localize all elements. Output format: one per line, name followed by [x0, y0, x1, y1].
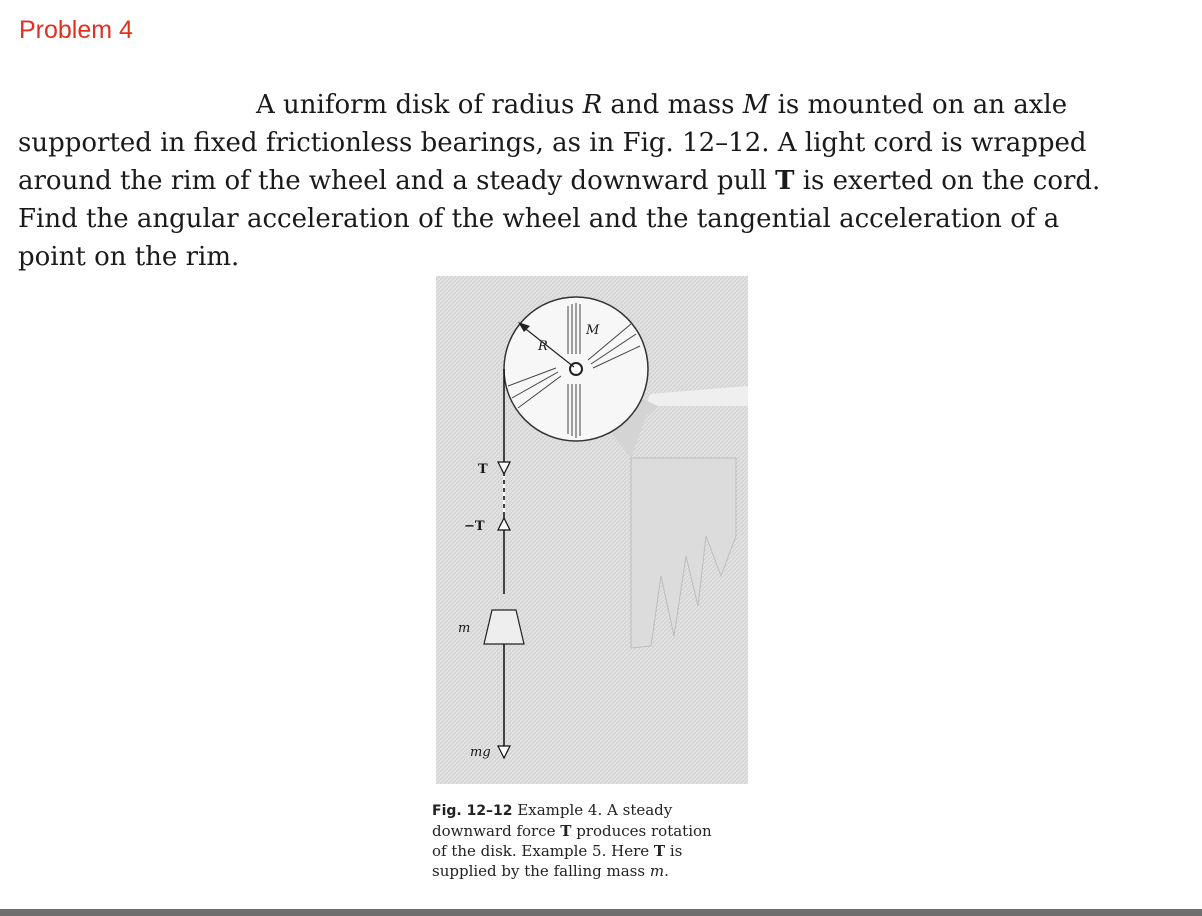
caption-line-1: Fig. 12–12 Example 4. A steady — [432, 801, 673, 819]
problem-line-3: around the rim of the wheel and a steady downward pull T is exerted on the cord. — [18, 166, 1101, 196]
problem-line-4: Find the angular acceleration of the wheel and the tangential acceleration of a — [18, 204, 1060, 234]
figure-caption — [432, 800, 742, 881]
caption-line-3: of the disk. Example 5. Here T is — [432, 842, 683, 860]
caption-line-4: supplied by the falling mass m. — [432, 862, 669, 880]
label-tension: T — [478, 462, 488, 477]
label-radius: R — [538, 339, 548, 354]
figure-number: Fig. 12–12 — [432, 803, 513, 819]
label-reaction: −T — [464, 519, 485, 534]
bottom-rule — [0, 909, 1202, 916]
problem-statement — [18, 86, 1164, 276]
problem-line-5: point on the rim. — [18, 242, 240, 272]
problem-line-1: A uniform disk of radius R and mass M is mounted on an axle — [256, 90, 1068, 120]
disk-diagram — [436, 276, 748, 784]
var-tension: T — [775, 166, 795, 196]
caption-line-2: downward force T produces rotation — [432, 822, 712, 840]
var-radius: R — [582, 90, 603, 120]
label-hanging-mass: m — [458, 621, 471, 636]
label-weight: mg — [470, 745, 491, 760]
label-disk-mass: M — [586, 323, 600, 338]
problem-line-2: supported in fixed frictionless bearings, as in Fig. 12–12. A light cord is wrapped — [18, 128, 1087, 158]
var-mass: M — [742, 90, 770, 120]
figure-12-12 — [436, 276, 748, 784]
problem-heading: Problem 4 — [19, 16, 133, 44]
